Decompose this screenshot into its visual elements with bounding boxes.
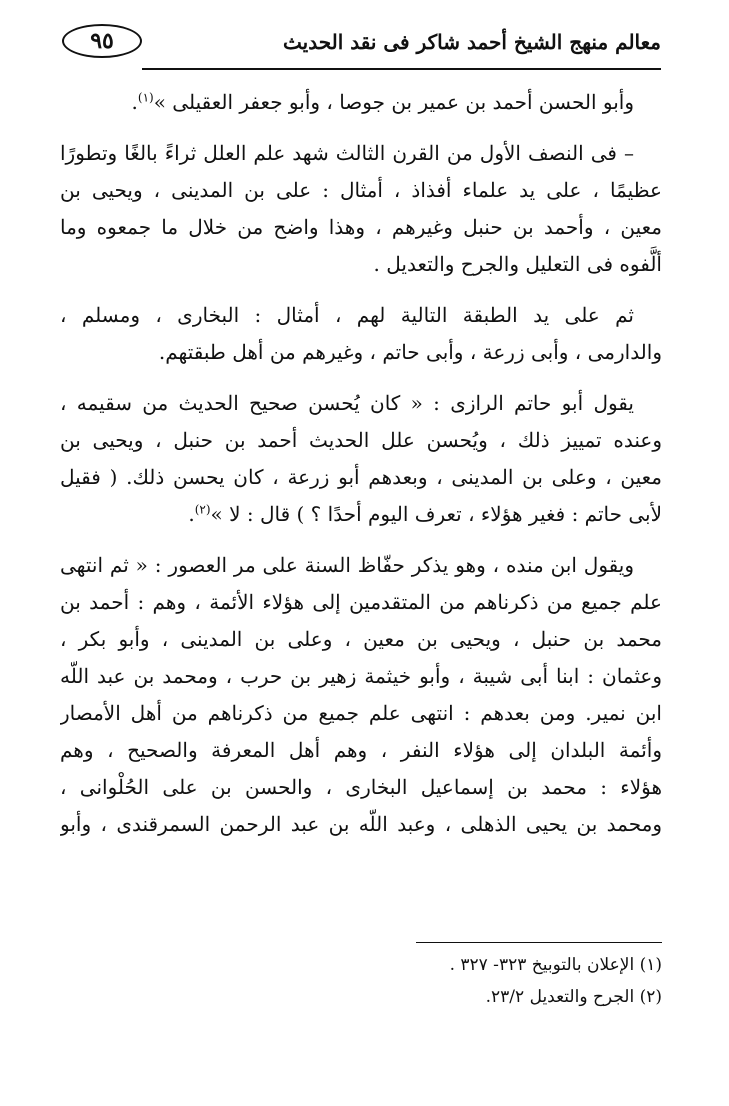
text-line: ويقول ابن منده ، وهو يذكر حفّاظ السنة على مر العصور : « ثم انتهى (60, 553, 634, 577)
text-line: يقول أبو حاتم الرازى : « كان يُحسن صحيح الحديث من سقيمه ، (60, 391, 634, 415)
running-header (62, 24, 661, 68)
paragraph (60, 297, 662, 371)
text-line: وأئمة البلدان إلى هؤلاء النفر ، وهم أهل المعرفة والصحيح ، وهم (60, 738, 662, 762)
text-line: عظيمًا ، على يد علماء أفذاذ ، أمثال : على بن المدينى ، ويحيى بن (60, 178, 662, 202)
footnote-divider (416, 942, 662, 943)
footnotes (60, 942, 662, 1013)
text-line: ألَّفوه فى التعليل والجرح والتعديل . (373, 252, 662, 276)
text-line: وأبو الحسن أحمد بن عمير بن جوصا ، وأبو جعفر العقيلى »$^{(١)}$. (131, 90, 634, 114)
paragraph (60, 84, 662, 121)
text-line: معين ، وعلى بن المدينى ، وبعدهم أبو زرعة ، كان يحسن ذلك. ( فقيل (60, 465, 662, 489)
paragraph (60, 135, 662, 283)
text-line: علم جميع من ذكرناهم من المتقدمين إلى هؤلاء الأئمة ، وهم : أحمد بن (60, 590, 662, 614)
text-line: ثم على يد الطبقة التالية لهم ، أمثال : البخارى ، ومسلم ، (60, 303, 634, 327)
header-title: معالم منهج الشيخ أحمد شاكر فى نقد الحديث (283, 30, 661, 54)
paragraph (60, 547, 662, 843)
text-line: معين ، وأحمد بن حنبل وغيرهم ، وهذا واضح من خلال ما جمعوه وما (60, 215, 662, 239)
page-number: ٩٥ (62, 24, 142, 58)
footnote-ref: (١) (137, 90, 154, 105)
text-line: هؤلاء : محمد بن إسماعيل البخارى ، والحسن بن على الحُلْوانى ، (60, 775, 662, 799)
footnote-ref: (٢) (194, 502, 211, 517)
body-text (60, 84, 662, 843)
footnote: (١) الإعلان بالتوبيخ ٣٢٣- ٣٢٧ . (449, 955, 662, 975)
header-divider (142, 68, 661, 70)
text-line: – فى النصف الأول من القرن الثالث شهد علم العلل ثراءً بالغًا وتطورًا (60, 141, 634, 165)
text-line: محمد بن حنبل ، ويحيى بن معين ، وعلى بن المدينى ، وأبو بكر ، (60, 627, 662, 651)
text-line: والدارمى ، وأبى زرعة ، وأبى حاتم ، وغيرهم من أهل طبقتهم. (158, 340, 662, 364)
text-line: لأبى حاتم : فغير هؤلاء ، تعرف اليوم أحدًا ؟ ) قال : لا »$^{(٢)}$. (188, 502, 662, 526)
text-line: ابن نمير. ومن بعدهم : انتهى علم جميع من ذكرناهم من أهل الأمصار (60, 701, 662, 725)
text-line: وعثمان : ابنا أبى شيبة ، وأبو خيثمة زهير بن حرب ، ومحمد بن عبد اللّه (60, 664, 662, 688)
text-line: ومحمد بن يحيى الذهلى ، وعبد اللّه بن عبد الرحمن السمرقندى ، وأبو (60, 812, 662, 836)
paragraph (60, 385, 662, 533)
footnote: (٢) الجرح والتعديل ٢٣/٢. (485, 987, 662, 1007)
text-line: وعنده تمييز ذلك ، ويُحسن علل الحديث أحمد بن حنبل ، ويحيى بن (60, 428, 662, 452)
